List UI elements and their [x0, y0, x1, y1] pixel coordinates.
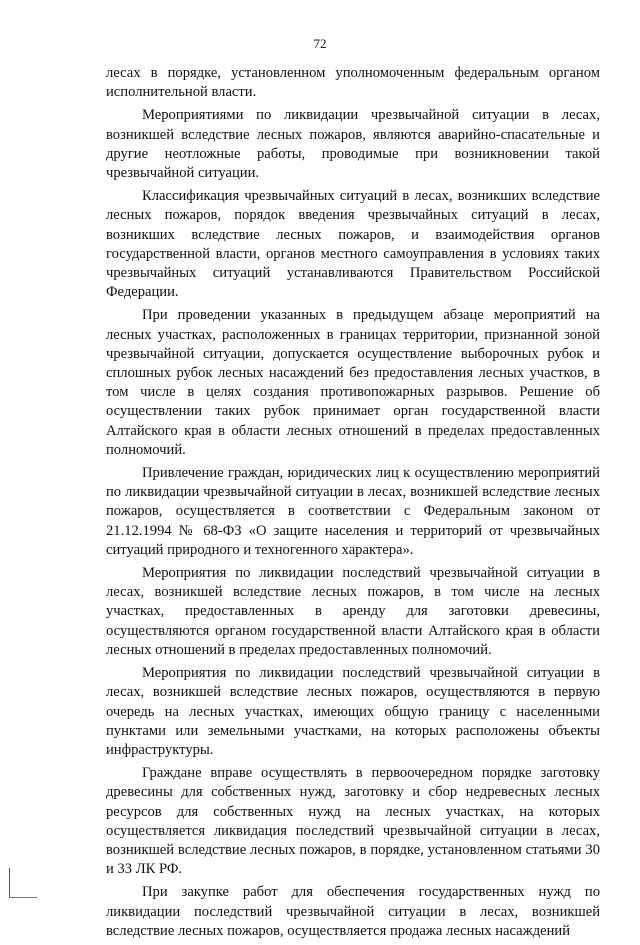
scan-edge-mark: [9, 897, 37, 898]
paragraph: Мероприятиями по ликвидации чрезвычайной ситуации в лесах, возникшей вследствие лесных пожаров, являются аварийно-спасательные и другие неотложные работы, проводимые при возникновении такой чрезвычайной ситуации.: [106, 107, 600, 182]
document-body: [106, 64, 600, 945]
paragraph: При закупке работ для обеспечения государственных нужд по ликвидации последствий чрезвычайной ситуации в лесах, возникшей вследствие лесных пожаров, осуществляется продажа лесных насаждений: [106, 884, 600, 939]
scan-edge-mark: [9, 868, 10, 898]
paragraph: Привлечение граждан, юридических лиц к осуществлению мероприятий по ликвидации чрезвычайной ситуации в лесах, возникшей вследствие лесных пожаров, осуществляется в соответствии с Федеральным законом от 21.12.1994 № 68-ФЗ «О защите населения и территорий от чрезвычайных ситуаций природного и техногенного характера».: [106, 465, 600, 558]
paragraph: Граждане вправе осуществлять в первоочередном порядке заготовку древесины для собственных нужд, заготовку и сбор недревесных лесных ресурсов для собственных нужд на лесных участках, на которых осуществляется ликвидация последствий чрезвычайной ситуации в лесах, возникшей вследствие лесных пожаров, в порядке, установленном статьями 30 и 33 ЛК РФ.: [106, 765, 600, 878]
page-number: 72: [313, 36, 327, 51]
paragraph: Мероприятия по ликвидации последствий чрезвычайной ситуации в лесах, возникшей вследствие лесных пожаров, осуществляются в первую очередь на лесных участках, имеющих общую границу с населенными пунктами или земельными участками, на которых расположены объекты инфраструктуры.: [106, 665, 600, 758]
paragraph: При проведении указанных в предыдущем абзаце мероприятий на лесных участках, расположенных в границах территории, признанной зоной чрезвычайной ситуации, допускается осуществление выборочных рубок и сплошных рубок лесных насаждений без предоставления лесных участков, в том числе в целях создания противопожарных разрывов. Решение об осуществлении таких рубок принимает орган государственной власти Алтайского края в области лесных отношений в пределах предоставленных полномочий.: [106, 307, 600, 458]
paragraph: Мероприятия по ликвидации последствий чрезвычайной ситуации в лесах, возникшей вследствие лесных пожаров, в том числе на лесных участках, предоставленных в аренду для заготовки древесины, осуществляются органом государственной власти Алтайского края в области лесных отношений в пределах предоставленных полномочий.: [106, 565, 600, 658]
paragraph: лесах в порядке, установленном уполномоченным федеральным органом исполнительной власти.: [106, 65, 600, 101]
paragraph: Классификация чрезвычайных ситуаций в лесах, возникших вследствие лесных пожаров, порядок введения чрезвычайных ситуаций в лесах, возникших вследствие лесных пожаров, и взаимодействия органов государственной власти, органов местного самоуправления в условиях таких чрезвычайных ситуаций устанавливаются Правительством Российской Федерации.: [106, 188, 600, 301]
